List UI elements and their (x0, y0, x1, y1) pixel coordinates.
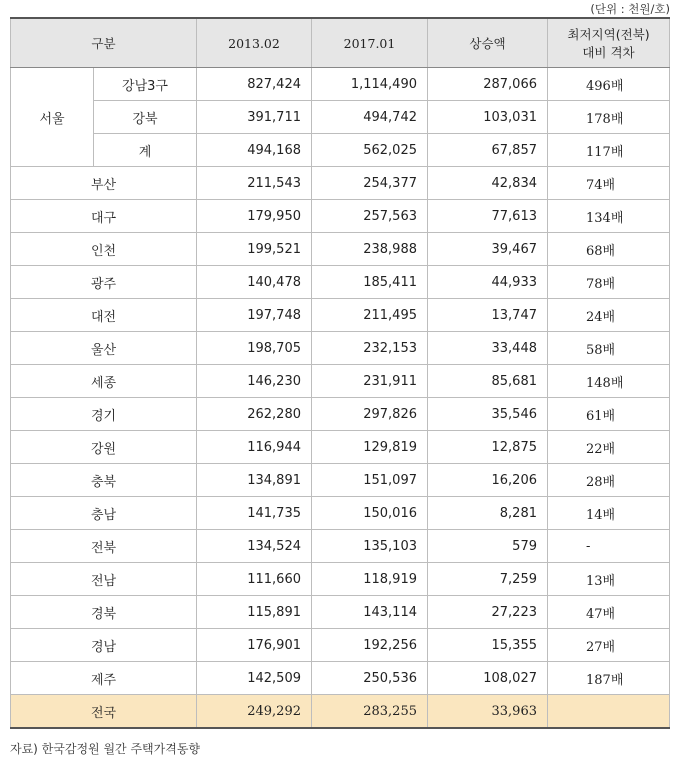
region-name: 울산 (11, 332, 197, 365)
value-2017: 238,988 (312, 233, 428, 266)
housing-price-table (10, 17, 670, 729)
region-name: 인천 (11, 233, 197, 266)
value-2013: 391,711 (197, 101, 312, 134)
value-increase: 13,747 (428, 299, 548, 332)
region-name: 전남 (11, 563, 197, 596)
value-2013: 494,168 (197, 134, 312, 167)
table-row (11, 629, 670, 662)
table-row (11, 167, 670, 200)
value-2017: 562,025 (312, 134, 428, 167)
unit-note: (단위 : 천원/호) (590, 2, 670, 16)
value-increase: 12,875 (428, 431, 548, 464)
region-name: 대구 (11, 200, 197, 233)
value-2017: 129,819 (312, 431, 428, 464)
value-gap: 58배 (548, 332, 670, 365)
header-category: 구분 (11, 18, 197, 68)
value-gap: 14배 (548, 497, 670, 530)
value-2013: 115,891 (197, 596, 312, 629)
value-gap: 187배 (548, 662, 670, 695)
value-increase: 103,031 (428, 101, 548, 134)
table-row (11, 200, 670, 233)
value-2017: 257,563 (312, 200, 428, 233)
value-2017: 151,097 (312, 464, 428, 497)
header-gap-line1: 최저지역(전북) (567, 27, 650, 42)
region-name: 경남 (11, 629, 197, 662)
value-2013: 134,891 (197, 464, 312, 497)
table-row (11, 134, 670, 167)
table-row (11, 563, 670, 596)
value-2013: 111,660 (197, 563, 312, 596)
total-gap (548, 695, 670, 729)
value-2017: 211,495 (312, 299, 428, 332)
table-row (11, 299, 670, 332)
region-name: 전북 (11, 530, 197, 563)
value-increase: 67,857 (428, 134, 548, 167)
region-seoul: 서울 (11, 68, 94, 167)
table-row (11, 332, 670, 365)
region-name: 광주 (11, 266, 197, 299)
region-name: 대전 (11, 299, 197, 332)
value-increase: 108,027 (428, 662, 548, 695)
source-note: 자료) 한국감정원 월간 주택가격동향 (10, 742, 201, 756)
value-gap: 68배 (548, 233, 670, 266)
value-gap: 47배 (548, 596, 670, 629)
value-2017: 192,256 (312, 629, 428, 662)
header-increase: 상승액 (428, 18, 548, 68)
value-2017: 185,411 (312, 266, 428, 299)
value-increase: 7,259 (428, 563, 548, 596)
table-row (11, 101, 670, 134)
value-gap: 24배 (548, 299, 670, 332)
table-row (11, 497, 670, 530)
value-2013: 262,280 (197, 398, 312, 431)
value-2013: 134,524 (197, 530, 312, 563)
total-2017: 283,255 (312, 695, 428, 729)
header-2017: 2017.01 (312, 18, 428, 68)
value-increase: 85,681 (428, 365, 548, 398)
table-row (11, 464, 670, 497)
total-label: 전국 (11, 695, 197, 729)
value-2017: 232,153 (312, 332, 428, 365)
header-row (11, 18, 670, 68)
value-2017: 1,114,490 (312, 68, 428, 101)
value-increase: 35,546 (428, 398, 548, 431)
value-increase: 8,281 (428, 497, 548, 530)
table-row (11, 530, 670, 563)
value-gap: 148배 (548, 365, 670, 398)
value-increase: 39,467 (428, 233, 548, 266)
region-name: 부산 (11, 167, 197, 200)
value-increase: 42,834 (428, 167, 548, 200)
header-gap (548, 18, 670, 68)
table-row (11, 596, 670, 629)
value-gap: 178배 (548, 101, 670, 134)
value-increase: 15,355 (428, 629, 548, 662)
value-2013: 146,230 (197, 365, 312, 398)
table-row (11, 398, 670, 431)
value-2017: 143,114 (312, 596, 428, 629)
value-2017: 494,742 (312, 101, 428, 134)
value-2013: 198,705 (197, 332, 312, 365)
region-name: 제주 (11, 662, 197, 695)
value-gap: 74배 (548, 167, 670, 200)
value-increase: 33,448 (428, 332, 548, 365)
value-gap: 117배 (548, 134, 670, 167)
table-row (11, 266, 670, 299)
value-increase: 27,223 (428, 596, 548, 629)
value-gap: 134배 (548, 200, 670, 233)
value-2013: 176,901 (197, 629, 312, 662)
value-increase: 16,206 (428, 464, 548, 497)
value-2013: 827,424 (197, 68, 312, 101)
region-name: 강원 (11, 431, 197, 464)
value-2017: 150,016 (312, 497, 428, 530)
value-2017: 297,826 (312, 398, 428, 431)
region-name: 세종 (11, 365, 197, 398)
table-row (11, 365, 670, 398)
table-body (11, 68, 670, 729)
subregion-name: 강남3구 (94, 68, 197, 101)
table-row (11, 662, 670, 695)
value-2013: 197,748 (197, 299, 312, 332)
region-name: 충북 (11, 464, 197, 497)
value-increase: 579 (428, 530, 548, 563)
header-2013: 2013.02 (197, 18, 312, 68)
value-2013: 199,521 (197, 233, 312, 266)
value-2017: 135,103 (312, 530, 428, 563)
value-increase: 287,066 (428, 68, 548, 101)
table-row (11, 68, 670, 101)
value-gap: 78배 (548, 266, 670, 299)
subregion-name: 강북 (94, 101, 197, 134)
total-increase: 33,963 (428, 695, 548, 729)
region-name: 경북 (11, 596, 197, 629)
value-2013: 141,735 (197, 497, 312, 530)
value-2013: 140,478 (197, 266, 312, 299)
value-increase: 77,613 (428, 200, 548, 233)
value-increase: 44,933 (428, 266, 548, 299)
value-gap: 61배 (548, 398, 670, 431)
value-2017: 250,536 (312, 662, 428, 695)
value-2013: 179,950 (197, 200, 312, 233)
value-2013: 142,509 (197, 662, 312, 695)
value-2017: 254,377 (312, 167, 428, 200)
value-gap: 13배 (548, 563, 670, 596)
region-name: 경기 (11, 398, 197, 431)
value-2017: 231,911 (312, 365, 428, 398)
value-2013: 116,944 (197, 431, 312, 464)
value-2013: 211,543 (197, 167, 312, 200)
total-2013: 249,292 (197, 695, 312, 729)
total-row (11, 695, 670, 729)
region-name: 충남 (11, 497, 197, 530)
table-row (11, 431, 670, 464)
header-gap-line2: 대비 격차 (582, 45, 635, 60)
value-gap: 22배 (548, 431, 670, 464)
value-gap: 496배 (548, 68, 670, 101)
table-row (11, 233, 670, 266)
value-gap: - (548, 530, 670, 563)
value-2017: 118,919 (312, 563, 428, 596)
subregion-name: 계 (94, 134, 197, 167)
value-gap: 28배 (548, 464, 670, 497)
value-gap: 27배 (548, 629, 670, 662)
